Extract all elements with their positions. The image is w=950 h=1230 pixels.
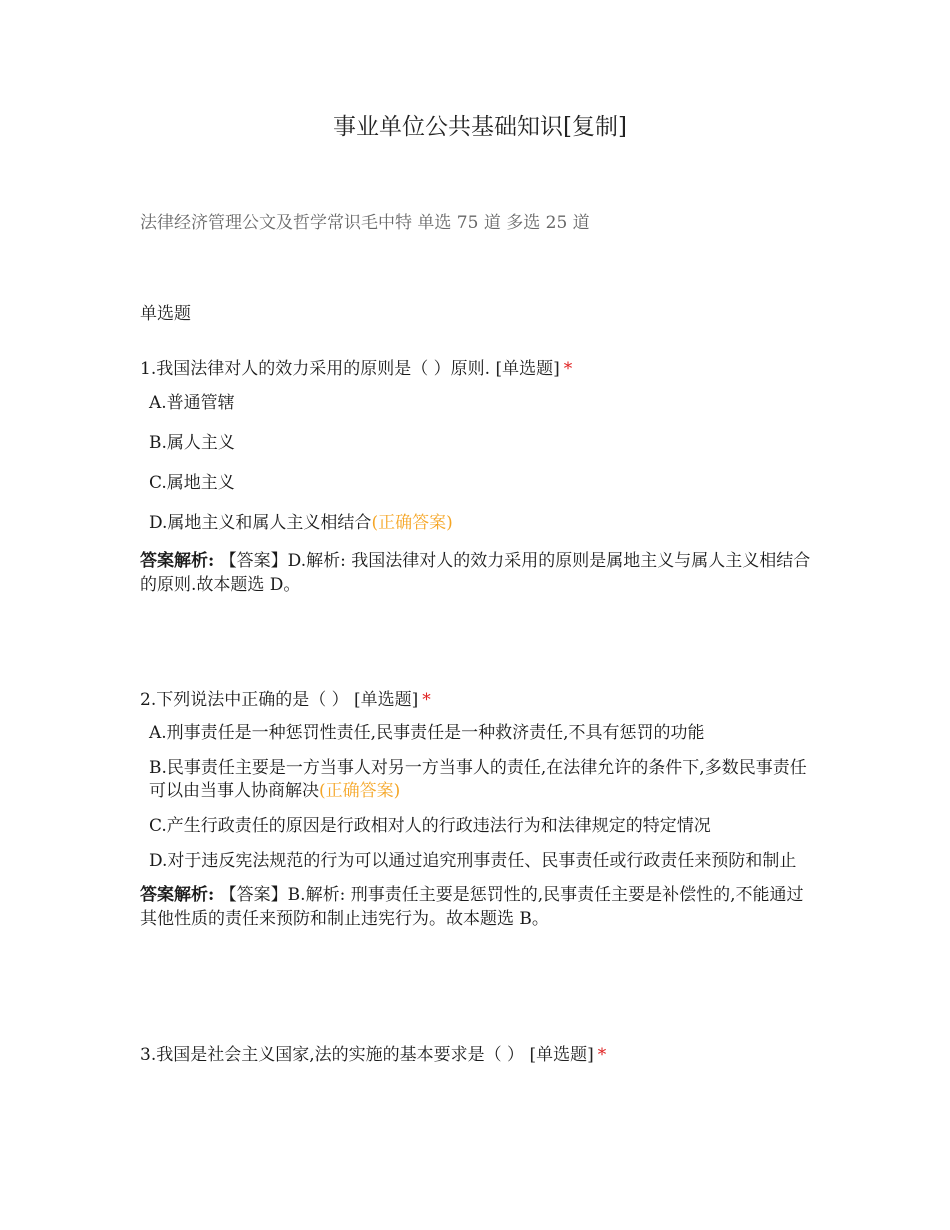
- section-heading: 单选题: [140, 304, 191, 324]
- required-mark: *: [563, 359, 573, 379]
- answer-analysis: [140, 549, 812, 597]
- option-c: C.产生行政责任的原因是行政相对人的行政违法行为和法律规定的特定情况: [149, 816, 711, 836]
- correct-answer-tag: (正确答案): [319, 781, 401, 801]
- analysis-text: 【答案】D.解析: 我国法律对人的效力采用的原则是属地主义与属人主义相结合的原则.故本题选 D。: [140, 551, 811, 595]
- question-text: 2.下列说法中正确的是（ ）: [140, 690, 349, 710]
- question-text: 1.我国法律对人的效力采用的原则是（ ）原则.: [140, 359, 491, 379]
- analysis-text: 【答案】B.解析: 刑事责任主要是惩罚性的,民事责任主要是补偿性的,不能通过其他性质的责任来预防和制止违宪行为。故本题选 B。: [140, 885, 804, 929]
- option-d: D.属地主义和属人主义相结合(正确答案): [149, 513, 453, 533]
- option-a: A.普通管辖: [149, 393, 235, 413]
- required-mark: *: [422, 690, 431, 710]
- option-b: B.民事责任主要是一方当事人对另一方当事人的责任,在法律允许的条件下,多数民事责任可以由当事人协商解决(正确答案): [149, 758, 807, 801]
- page-subtitle: 法律经济管理公文及哲学常识毛中特 单选 75 道 多选 25 道: [140, 213, 590, 233]
- question-title: [140, 1043, 812, 1067]
- option-a: A.刑事责任是一种惩罚性责任,民事责任是一种救济责任,不具有惩罚的功能: [149, 723, 705, 743]
- answer-analysis: [140, 883, 812, 931]
- question-text: 3.我国是社会主义国家,法的实施的基本要求是（ ）: [140, 1045, 525, 1065]
- question-1: [140, 357, 812, 597]
- correct-answer-tag: (正确答案): [371, 513, 453, 533]
- option-d: D.对于违反宪法规范的行为可以通过追究刑事责任、民事责任或行政责任来预防和制止: [149, 851, 797, 871]
- analysis-label: 答案解析:: [140, 885, 215, 905]
- question-type: [单选题]: [354, 690, 419, 710]
- analysis-label: 答案解析:: [140, 551, 215, 571]
- question-title: [140, 688, 812, 712]
- question-3: [140, 1043, 812, 1077]
- question-2: [140, 688, 812, 931]
- page-title: 事业单位公共基础知识[复制]: [333, 114, 627, 140]
- question-title: [140, 357, 812, 381]
- question-type: [单选题]: [529, 1045, 594, 1065]
- option-b: B.属人主义: [149, 433, 235, 453]
- option-c: C.属地主义: [149, 473, 235, 493]
- required-mark: *: [597, 1045, 607, 1065]
- question-type: [单选题]: [495, 359, 560, 379]
